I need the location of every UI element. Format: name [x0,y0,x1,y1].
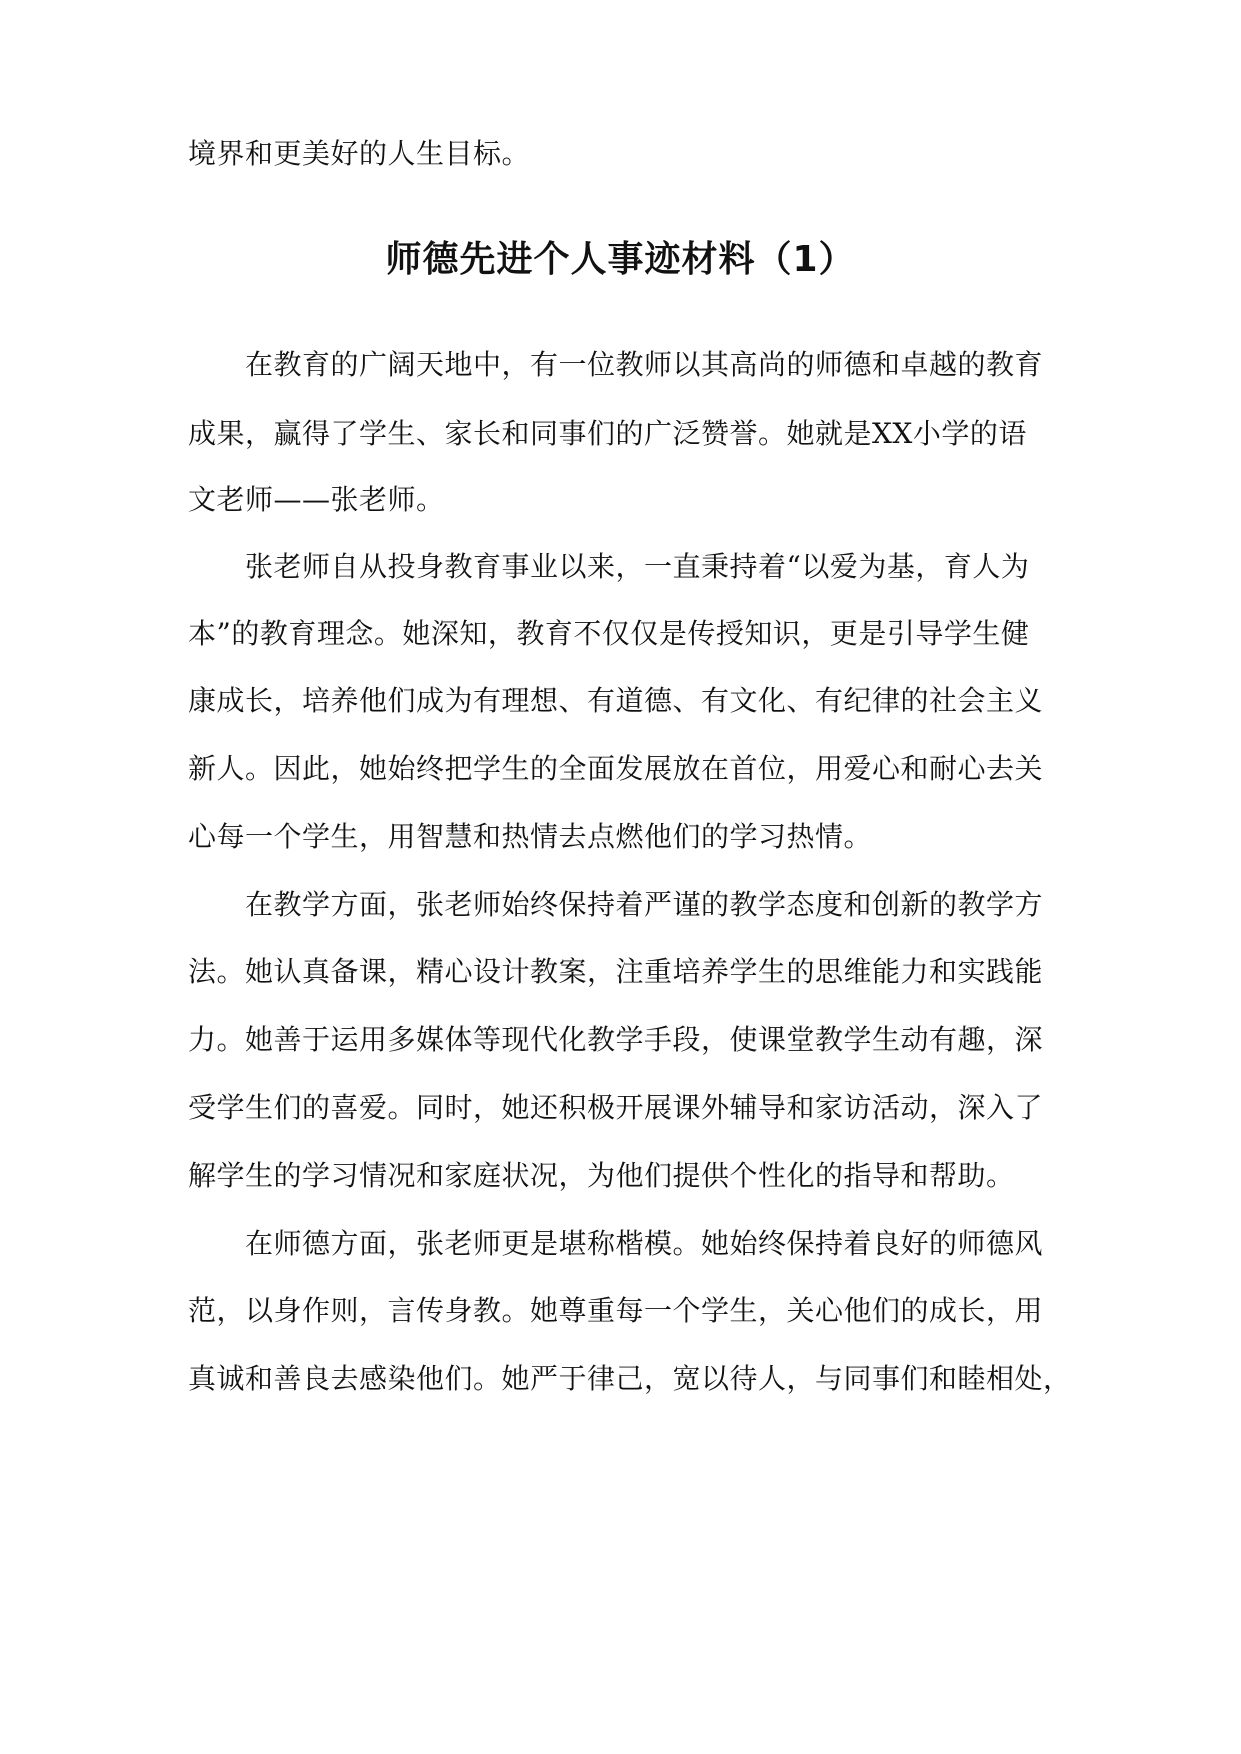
body-line-7: 新人。因此，她始终把学生的全面发展放在首位，用爱心和耐心去关 [188,752,1044,785]
body-line-13: 解学生的学习情况和家庭状况，为他们提供个性化的指导和帮助。 [188,1159,1015,1192]
body-line-5: 本”的教育理念。她深知，教育不仅仅是传授知识，更是引导学生健 [188,617,1030,650]
body-line-6: 康成长，培养他们成为有理想、有道德、有文化、有纪律的社会主义 [188,684,1044,717]
body-line-16: 真诚和善良去感染他们。她严于律己，宽以待人，与同事们和睦相处， [188,1362,1072,1395]
body-line-8: 心每一个学生，用智慧和热情去点燃他们的学习热情。 [188,820,873,853]
body-line-12: 受学生们的喜爱。同时，她还积极开展课外辅导和家访活动，深入了 [188,1091,1044,1124]
document-title: 师德先进个人事迹材料（1） [385,239,856,280]
body-line-9: 在教学方面，张老师始终保持着严谨的教学态度和创新的教学方 [188,888,1044,921]
body-line-15: 范，以身作则，言传身教。她尊重每一个学生，关心他们的成长，用 [188,1294,1044,1327]
body-line-4: 张老师自从投身教育事业以来，一直秉持着“以爱为基，育人为 [188,550,1030,583]
continuation-line: 境界和更美好的人生目标。 [188,137,531,170]
body-line-11: 力。她善于运用多媒体等现代化教学手段，使课堂教学生动有趣，深 [188,1023,1044,1056]
body-line-1: 在教育的广阔天地中，有一位教师以其高尚的师德和卓越的教育 [188,348,1044,381]
body-line-14: 在师德方面，张老师更是堪称楷模。她始终保持着良好的师德风 [188,1227,1044,1260]
body-line-2: 成果，赢得了学生、家长和同事们的广泛赞誉。她就是XX小学的语 [188,417,1027,450]
body-line-3: 文老师——张老师。 [188,483,445,516]
body-line-10: 法。她认真备课，精心设计教案，注重培养学生的思维能力和实践能 [188,955,1044,988]
